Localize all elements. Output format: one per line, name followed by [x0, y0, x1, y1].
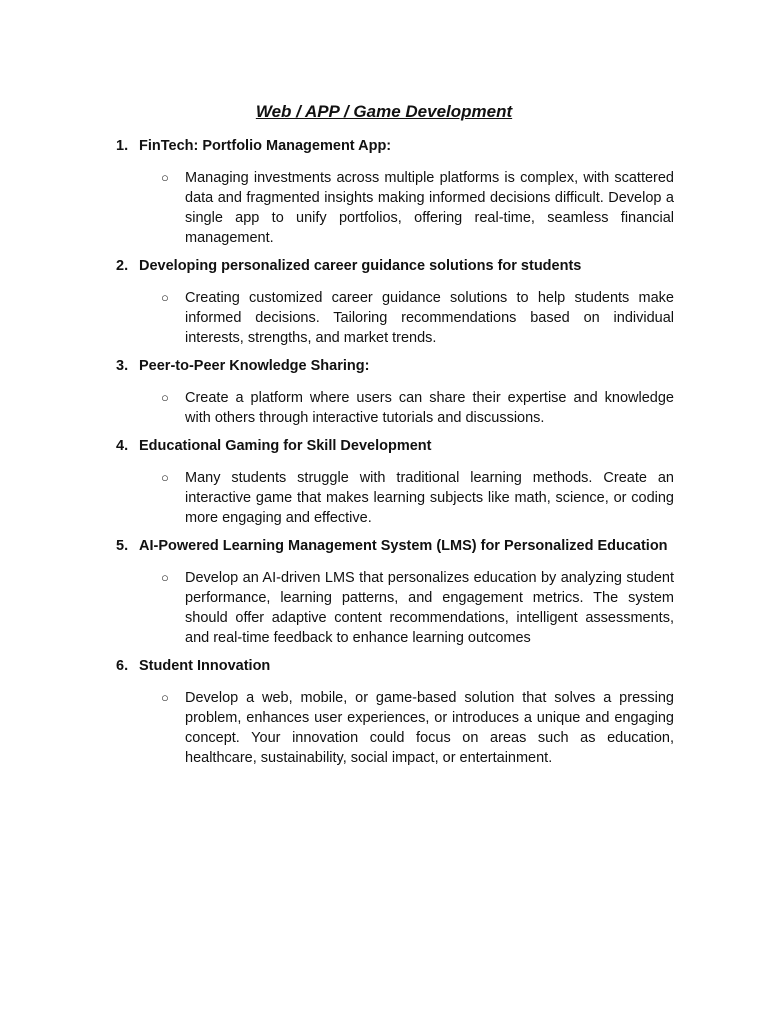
item-heading [116, 256, 674, 276]
item-description [161, 688, 674, 768]
hollow-circle-bullet-icon: ○ [161, 690, 169, 705]
item-description-text: Create a platform where users can share their expertise and knowledge with others through interactive tutorials and discussions. [185, 390, 674, 426]
item-number: 5. [116, 538, 129, 554]
item-number: 2. [116, 258, 129, 274]
list-item [116, 536, 674, 648]
list-item [116, 136, 674, 248]
item-description-text: Managing investments across multiple platforms is complex, with scattered data and fragmented insights making informed decisions difficult. Develop a single app to unify portfolios, offering real-time, seamless financial management. [185, 170, 674, 246]
item-number: 6. [116, 658, 129, 674]
item-description [161, 568, 674, 648]
item-description [161, 168, 674, 248]
item-heading [116, 356, 674, 376]
item-description [161, 388, 674, 428]
item-heading [116, 436, 674, 456]
item-heading [116, 536, 674, 556]
item-number: 4. [116, 438, 129, 454]
hollow-circle-bullet-icon: ○ [161, 290, 169, 305]
item-description [161, 468, 674, 528]
problem-statement-list [116, 136, 674, 776]
item-title: Student Innovation [139, 658, 271, 674]
item-description-text: Many students struggle with traditional learning methods. Create an interactive game that makes learning subjects like math, science, or coding more engaging and effective. [185, 470, 674, 526]
item-number: 1. [116, 138, 129, 154]
item-description-text: Develop an AI-driven LMS that personalizes education by analyzing student performance, learning patterns, and engagement metrics. The system should offer adaptive content recommendations, intelligent assessments, and real-time feedback to enhance learning outcomes [185, 570, 674, 646]
hollow-circle-bullet-icon: ○ [161, 170, 169, 185]
list-item [116, 436, 674, 528]
item-heading [116, 136, 674, 156]
item-number: 3. [116, 358, 129, 374]
item-description [161, 288, 674, 348]
item-description-text: Develop a web, mobile, or game-based solution that solves a pressing problem, enhances user experiences, or introduces a unique and engaging concept. Your innovation could focus on areas such as education, healthcare, sustainability, social impact, or entertainment. [185, 690, 674, 766]
item-heading [116, 656, 674, 676]
list-item [116, 356, 674, 428]
hollow-circle-bullet-icon: ○ [161, 470, 169, 485]
list-item [116, 656, 674, 768]
document-title: Web / APP / Game Development [255, 102, 513, 121]
item-title: Educational Gaming for Skill Development [139, 438, 432, 454]
item-description-text: Creating customized career guidance solutions to help students make informed decisions. Tailoring recommendations based on individual interests, strengths, and market trends. [185, 290, 674, 346]
item-title: FinTech: Portfolio Management App: [139, 138, 392, 154]
item-title: AI-Powered Learning Management System (LMS) for Personalized Education [139, 538, 668, 554]
list-item [116, 256, 674, 348]
item-title: Peer-to-Peer Knowledge Sharing: [139, 358, 370, 374]
hollow-circle-bullet-icon: ○ [161, 390, 169, 405]
hollow-circle-bullet-icon: ○ [161, 570, 169, 585]
item-title: Developing personalized career guidance solutions for students [139, 258, 582, 274]
